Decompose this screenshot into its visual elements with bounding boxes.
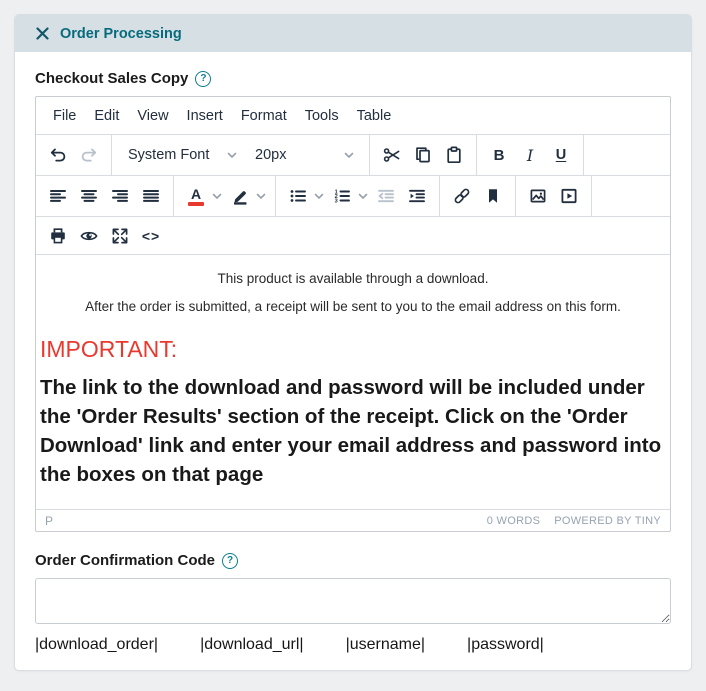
menu-file[interactable]: File (53, 107, 77, 124)
content-body-paragraph: The link to the download and password will be included under the 'Order Results' section of the receipt. Click on the 'Order Download' link and enter your email address and password into the boxes on that page (40, 376, 662, 487)
align-justify-icon (141, 186, 161, 206)
order-confirmation-input[interactable] (35, 578, 671, 624)
scissors-icon (382, 145, 402, 165)
help-icon[interactable]: ? (222, 553, 238, 569)
order-confirmation-code-label: Order Confirmation Code (35, 552, 216, 569)
marker-pen-icon (230, 186, 250, 206)
eye-icon (79, 226, 99, 246)
insert-image-button[interactable] (523, 181, 553, 211)
undo-icon (48, 145, 68, 165)
print-button[interactable] (43, 221, 73, 251)
fullscreen-button[interactable] (105, 221, 135, 251)
token-download-order: |download_order| (35, 636, 159, 653)
menu-format[interactable]: Format (240, 107, 287, 124)
chevron-down-icon[interactable] (314, 193, 324, 200)
chevron-down-icon[interactable] (212, 193, 222, 200)
token-username: |username| (345, 636, 426, 653)
image-icon (528, 186, 548, 206)
undo-button[interactable] (43, 140, 73, 170)
bookmark-icon (483, 186, 503, 206)
outdent-icon (376, 186, 396, 206)
align-center-icon (79, 186, 99, 206)
toolbar-row-1 (36, 135, 670, 176)
element-path[interactable]: P (45, 513, 54, 528)
insert-media-button[interactable] (554, 181, 584, 211)
align-right-button[interactable] (105, 181, 135, 211)
font-family-select[interactable]: System Font (119, 140, 245, 170)
chevron-down-icon[interactable] (358, 193, 368, 200)
menu-edit[interactable]: Edit (94, 107, 120, 124)
toolbar-row-2 (36, 176, 670, 217)
align-justify-button[interactable] (136, 181, 166, 211)
svg-text:3: 3 (334, 198, 338, 205)
redo-button[interactable] (74, 140, 104, 170)
copy-button[interactable] (408, 140, 438, 170)
tiny-branding[interactable]: POWERED BY TINY (554, 514, 661, 527)
bold-button[interactable]: B (493, 146, 505, 164)
numbered-list-icon (332, 186, 352, 206)
chevron-down-icon (344, 152, 354, 159)
checkout-sales-copy-label: Checkout Sales Copy (35, 70, 189, 87)
editor-menubar (36, 97, 670, 135)
panel-header (15, 15, 691, 52)
bullet-list-icon (288, 186, 308, 206)
text-color-button[interactable] (181, 181, 211, 211)
panel-title: Order Processing (60, 25, 182, 42)
svg-text:1: 1 (334, 189, 338, 196)
highlight-color-button[interactable] (225, 181, 255, 211)
rich-text-editor (35, 96, 671, 532)
paste-button[interactable] (439, 140, 469, 170)
align-left-icon (48, 186, 68, 206)
menu-table[interactable]: Table (356, 107, 392, 124)
link-button[interactable] (447, 181, 477, 211)
preview-button[interactable] (74, 221, 104, 251)
font-size-select[interactable]: 20px (246, 140, 362, 170)
print-icon (48, 226, 68, 246)
toolbar-row-3 (36, 217, 670, 255)
bookmark-button[interactable] (478, 181, 508, 211)
align-right-icon (110, 186, 130, 206)
chevron-down-icon[interactable] (256, 193, 266, 200)
copy-icon (413, 145, 433, 165)
bullet-list-button[interactable] (283, 181, 313, 211)
numbered-list-button[interactable] (327, 181, 357, 211)
indent-icon (407, 186, 427, 206)
source-code-button[interactable]: <> (141, 227, 161, 244)
redo-icon (79, 145, 99, 165)
content-paragraph-1: This product is available through a download. (217, 271, 489, 286)
word-count[interactable]: 0 WORDS (486, 514, 541, 527)
editor-content[interactable] (36, 255, 670, 509)
cut-button[interactable] (377, 140, 407, 170)
link-icon (452, 186, 472, 206)
indent-button[interactable] (402, 181, 432, 211)
help-icon[interactable]: ? (195, 71, 211, 87)
content-paragraph-2: After the order is submitted, a receipt will be sent to you to the email address on this form. (85, 299, 621, 314)
menu-view[interactable]: View (137, 107, 169, 124)
token-download-url: |download_url| (200, 636, 304, 653)
token-list (35, 636, 671, 654)
panel-body (15, 52, 691, 670)
editor-statusbar (36, 509, 670, 531)
content-important-heading: IMPORTANT: (40, 336, 178, 362)
chevron-down-icon (227, 152, 237, 159)
align-center-button[interactable] (74, 181, 104, 211)
token-password: |password| (467, 636, 544, 653)
text-color-icon: A (191, 187, 201, 206)
menu-insert[interactable]: Insert (186, 107, 223, 124)
italic-button[interactable]: I (526, 145, 534, 165)
media-icon (559, 186, 579, 206)
order-processing-panel (14, 14, 692, 671)
underline-button[interactable]: U (555, 147, 567, 163)
fullscreen-icon (110, 226, 130, 246)
align-left-button[interactable] (43, 181, 73, 211)
close-icon[interactable] (36, 27, 49, 40)
outdent-button[interactable] (371, 181, 401, 211)
menu-tools[interactable]: Tools (304, 107, 339, 124)
svg-text:2: 2 (334, 194, 338, 200)
clipboard-icon (444, 145, 464, 165)
